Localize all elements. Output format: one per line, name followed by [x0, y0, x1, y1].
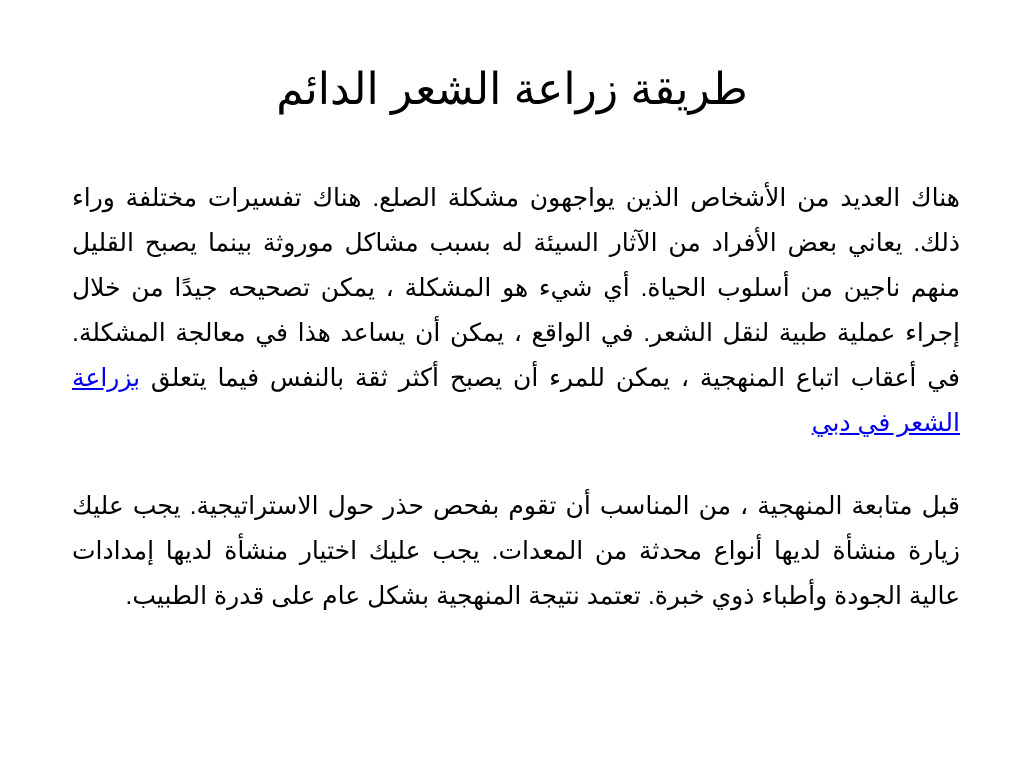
paragraph-intro-text: هناك العديد من الأشخاص الذين يواجهون مشكلة الصلع. هناك تفسيرات مختلفة وراء ذلك. يعاني بعض الأفراد من الآثار السيئة له بسبب مشاكل موروثة بينما يصبح القليل منهم ناجين من أسلوب الحياة. أي شيء هو المشكلة ، يمكن تصحيحه جيدًا من خلال إجراء عملية طبية لنقل الشعر. في الواقع ، يمكن أن يساعد هذا في معالجة المشكلة. في أعقاب اتباع المنهجية ، يمكن للمرء أن يصبح أكثر ثقة بالنفس فيما يتعلق — [72, 184, 960, 392]
paragraph-advice: قبل متابعة المنهجية ، من المناسب أن تقوم بفحص حذر حول الاستراتيجية. يجب عليك زيارة منشأة لديها أنواع محدثة من المعدات. يجب عليك اختيار منشأة لديها إمدادات عالية الجودة وأطباء ذوي خبرة. تعتمد نتيجة المنهجية بشكل عام على قدرة الطبيب. — [72, 492, 960, 610]
paragraph-intro — [72, 176, 960, 446]
slide-body — [72, 176, 960, 619]
hair-transplant-dubai-link[interactable]: بزراعة الشعر في دبي — [72, 364, 960, 437]
slide-title: طريقة زراعة الشعر الدائم — [276, 65, 748, 114]
